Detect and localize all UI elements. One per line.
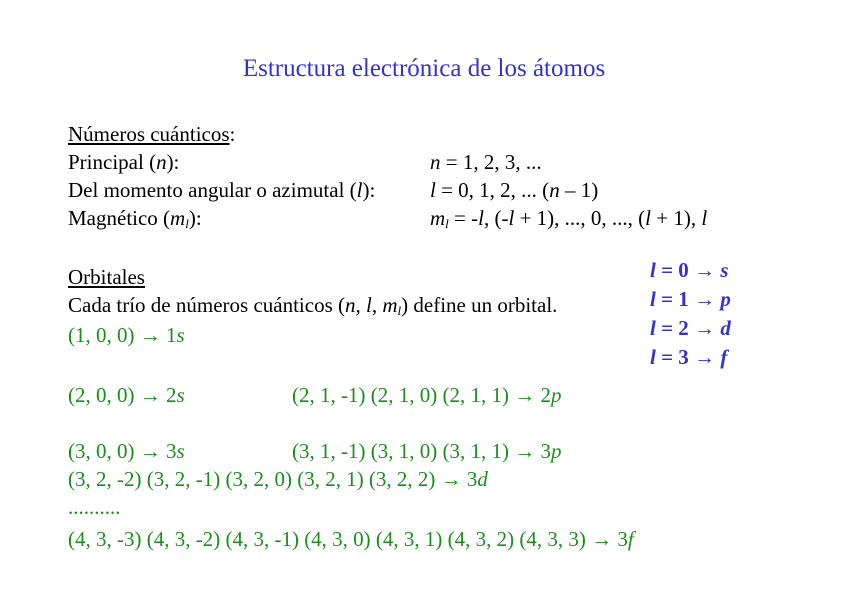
magnetico-value-b: , (- [483, 206, 509, 230]
orbital-line-3p-text: (3, 1, -1) (3, 1, 0) (3, 1, 1) → 3 [292, 439, 551, 463]
orbital-line-2s [68, 383, 185, 407]
magnetico-value-c: + 1), ..., 0, ..., ( [514, 206, 646, 230]
orbitals-description-msub: l [397, 303, 402, 318]
orbital-line-1s-text: (1, 0, 0) → 1 [68, 323, 177, 347]
magnetico-label-post: ): [188, 206, 202, 230]
legend-l2-letter: d [720, 316, 731, 340]
legend-l1 [650, 287, 731, 311]
orbital-line-1s [68, 323, 185, 347]
principal-value-sym: n [430, 150, 441, 174]
orbital-line-3p [292, 439, 561, 463]
orbital-line-ellipsis-text: .......... [68, 495, 121, 519]
orbital-line-2p-text: (2, 1, -1) (2, 1, 0) (2, 1, 1) → 2 [292, 383, 551, 407]
orbitals-heading-text: Orbitales [68, 265, 145, 289]
orbital-line-3d [68, 467, 488, 491]
azimutal-value-l: l [430, 178, 436, 202]
magnetico-label-sym: m [170, 206, 186, 230]
orbital-line-3s-sym: s [176, 439, 185, 463]
orbital-line-2s-text: (2, 0, 0) → 2 [68, 383, 177, 407]
orbitals-description-sep1: , [355, 293, 366, 317]
legend-l0-letter: s [720, 258, 729, 282]
azimutal-value-rest2: – 1) [559, 178, 599, 202]
orbitals-description-sep2: , [371, 293, 383, 317]
magnetico-value-a: = - [448, 206, 479, 230]
legend-l3-l: l [650, 345, 656, 369]
orbital-line-1s-sym: s [176, 323, 185, 347]
page-title: Estructura electrónica de los átomos [242, 55, 606, 82]
orbitals-description-l: l [366, 293, 372, 317]
quantum-numbers-heading [68, 122, 235, 146]
legend-l3 [650, 345, 727, 369]
magnetico-value-l3: l [645, 206, 652, 230]
legend-l3-eq: = 3 → [655, 345, 721, 369]
legend-l2 [650, 316, 731, 340]
azimutal-value-rest1: = 0, 1, 2, ... ( [435, 178, 550, 202]
orbital-line-2p-sym: p [550, 383, 562, 407]
principal-label [68, 150, 179, 174]
orbitals-description-pre: Cada trío de números cuánticos ( [68, 293, 345, 317]
legend-l3-letter: f [720, 345, 728, 369]
legend-l1-l: l [650, 287, 656, 311]
principal-label-pre: Principal ( [68, 150, 157, 174]
orbital-line-3d-text: (3, 2, -2) (3, 2, -1) (3, 2, 0) (3, 2, 1) (3, 2, 2) → 3 [68, 467, 478, 491]
orbitals-description-post: ) define un orbital. [401, 293, 558, 317]
legend-l2-eq: = 2 → [655, 316, 721, 340]
azimutal-label-pre: Del momento angular o azimutal ( [68, 178, 357, 202]
quantum-numbers-heading-colon: : [229, 122, 236, 146]
principal-value-rest: = 1, 2, 3, ... [440, 150, 542, 174]
legend-l2-l: l [650, 316, 656, 340]
orbitals-description-n: n [345, 293, 356, 317]
orbital-line-3f-text: (4, 3, -3) (4, 3, -2) (4, 3, -1) (4, 3, 0) (4, 3, 1) (4, 3, 2) (4, 3, 3) → 3 [68, 527, 628, 551]
magnetico-value-l1: l [478, 206, 484, 230]
legend-l0-eq: = 0 → [655, 258, 721, 282]
azimutal-label-sym: l [356, 178, 363, 202]
legend-l0 [650, 258, 729, 282]
magnetico-value-sub: l [445, 216, 449, 231]
azimutal-value-n: n [549, 178, 560, 202]
orbital-line-3p-sym: p [550, 439, 562, 463]
orbital-line-2s-sym: s [176, 383, 185, 407]
magnetico-label-sub: l [185, 216, 189, 231]
orbital-line-ellipsis [68, 495, 121, 519]
legend-l1-letter: p [720, 287, 731, 311]
orbital-line-3s [68, 439, 185, 463]
orbitals-description [68, 293, 557, 317]
magnetico-value-l4: l [701, 206, 708, 230]
magnetico-label [68, 206, 202, 230]
principal-value [430, 150, 542, 174]
principal-label-sym: n [156, 150, 167, 174]
orbital-line-3f-sym: f [627, 527, 634, 551]
principal-label-post: ): [166, 150, 180, 174]
magnetico-value-l2: l [508, 206, 515, 230]
legend-l1-eq: = 1 → [655, 287, 721, 311]
legend-l0-l: l [650, 258, 656, 282]
orbitals-heading [68, 265, 145, 289]
magnetico-value-d: + 1), [651, 206, 702, 230]
azimutal-label [68, 178, 375, 202]
orbital-line-3s-text: (3, 0, 0) → 3 [68, 439, 177, 463]
azimutal-value [430, 178, 598, 202]
magnetico-value [430, 206, 707, 230]
orbital-line-3f [68, 527, 634, 551]
magnetico-value-sym: m [430, 206, 446, 230]
azimutal-label-post: ): [362, 178, 376, 202]
orbital-line-2p [292, 383, 561, 407]
quantum-numbers-heading-text: Números cuánticos [68, 122, 230, 146]
magnetico-label-pre: Magnético ( [68, 206, 171, 230]
orbital-line-3d-sym: d [477, 467, 488, 491]
orbitals-description-m: m [382, 293, 398, 317]
